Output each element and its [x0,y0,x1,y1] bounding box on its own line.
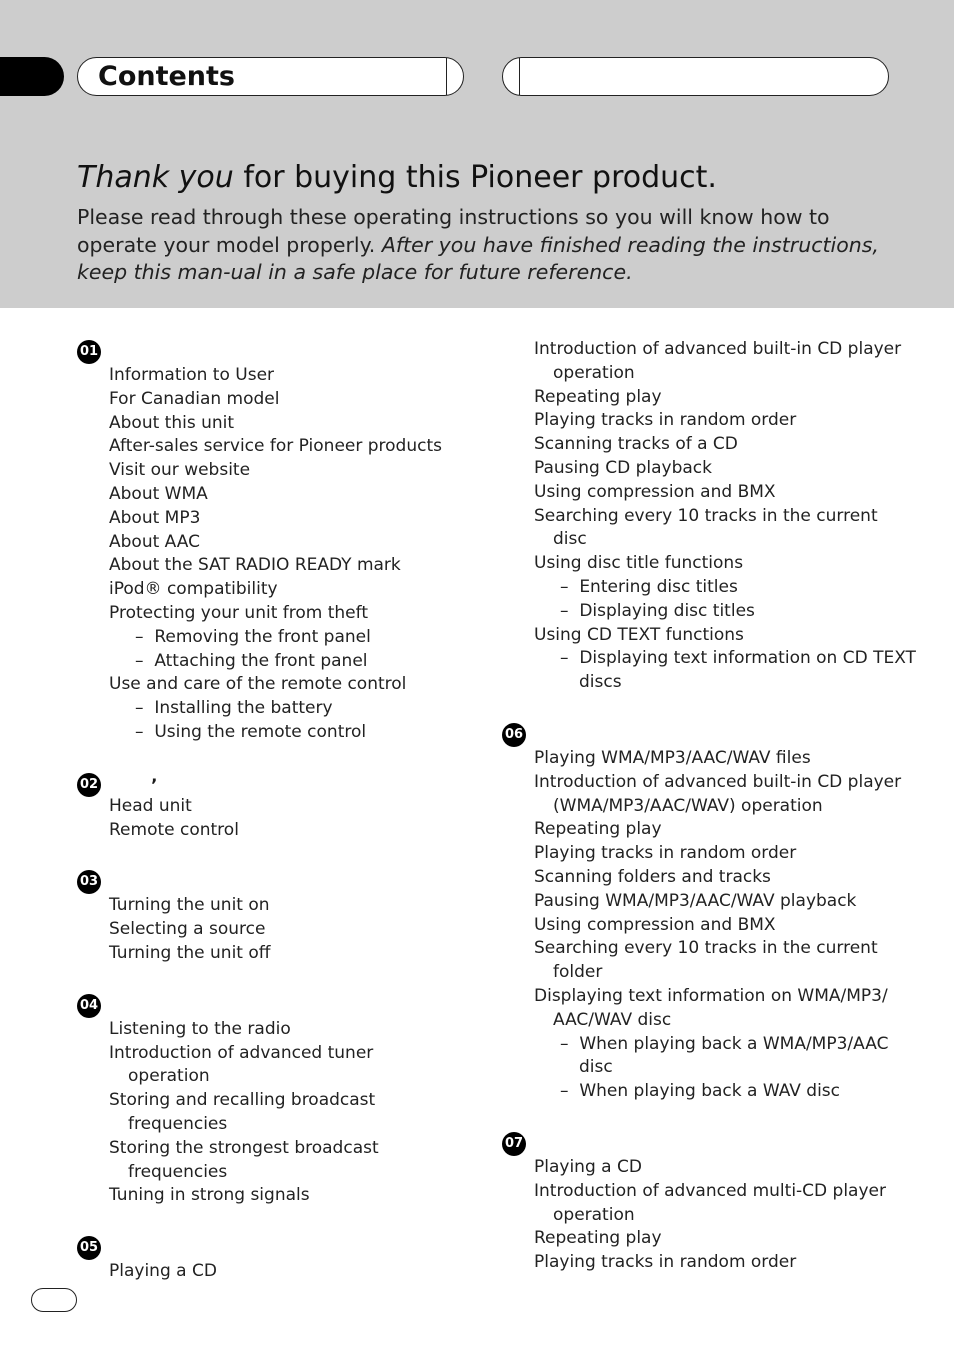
toc-section-04 [77,994,477,1208]
toc-entry[interactable]: About MP3 [109,507,201,528]
toc-subentry-label: Using the remote control [154,721,367,742]
toc-section-07 [502,1132,902,1275]
toc-entry[interactable]: About WMA [109,483,208,504]
toc-entry[interactable]: Tuning in strong signals [109,1185,310,1206]
section-gap [77,745,477,771]
heading-fragment: ’ [151,775,158,796]
toc-subentry-label: Entering disc titles [579,576,738,597]
toc-entry[interactable]: Pausing CD playback [534,457,712,478]
toc-entry[interactable]: After-sales service for Pioneer products [109,436,442,457]
intro-paragraph [77,204,897,287]
toc-entry[interactable]: Visit our website [109,460,251,481]
toc-subentry-label: When playing back a WAV disc [579,1081,841,1102]
intro-italic: After you have finished reading the instructions, keep this man-ual in a safe place for future reference. [77,232,879,284]
thanks-italic: Thank you [77,160,234,195]
toc-subentry[interactable]: – Displaying disc titles [560,600,755,621]
section-tab [0,57,64,96]
toc-subentry-label: Displaying text information on CD TEXT [579,648,916,669]
toc-entry[interactable]: iPod® compatibility [109,579,278,600]
toc-entry-continuation[interactable]: frequencies [128,1113,228,1134]
toc-entry-continuation[interactable]: operation [553,1204,635,1225]
toc-entry[interactable]: Introduction of advanced multi-CD player [534,1180,886,1201]
toc-entry[interactable]: Searching every 10 tracks in the current [534,938,878,959]
toc-entry[interactable]: Turning the unit on [109,895,270,916]
toc-subentry[interactable]: – Installing the battery [135,698,333,719]
toc-section-02 [77,773,477,843]
toc-subentry[interactable]: – Attaching the front panel [135,650,368,671]
toc-subentry[interactable]: – Using the remote control [135,721,367,742]
section-gap [77,966,477,992]
toc-subentry-label: Removing the front panel [154,626,371,647]
section-number-badge: 05 [77,1236,101,1260]
toc-entry[interactable]: Introduction of advanced built-in CD player [534,771,902,792]
toc-subentry-continuation[interactable]: discs [579,672,622,693]
section-number-badge: 04 [77,994,101,1018]
page-number-pill [31,1288,77,1312]
toc-subentry[interactable]: – When playing back a WMA/MP3/AAC [560,1033,889,1054]
pill-notch [519,58,520,95]
toc-entry[interactable]: Head unit [109,795,192,816]
toc-entry[interactable]: Scanning folders and tracks [534,866,771,887]
toc-entry-continuation[interactable]: frequencies [128,1161,228,1182]
toc-entry-continuation[interactable]: (WMA/MP3/AAC/WAV) operation [553,795,823,816]
toc-entry[interactable]: Use and care of the remote control [109,674,407,695]
toc-entry-continuation[interactable]: operation [553,362,635,383]
toc-entry[interactable]: Introduction of advanced tuner [109,1042,374,1063]
right-header-pill [502,57,889,96]
toc-entry[interactable]: Listening to the radio [109,1018,291,1039]
toc-entry[interactable]: Using disc title functions [534,553,744,574]
toc-section-05 [77,1236,477,1284]
toc-entry[interactable]: Information to User [109,365,275,385]
toc-entry-continuation[interactable]: operation [128,1066,210,1087]
toc-subentry[interactable]: – Entering disc titles [560,576,738,597]
toc-entry[interactable]: Scanning tracks of a CD [534,434,738,455]
pill-notch [446,58,447,95]
toc-subentry-label: Attaching the front panel [154,650,368,671]
intro-normal: Please read through these operating instructions so you will know how to operate your model properly. [77,205,830,257]
toc-entry[interactable]: Searching every 10 tracks in the current [534,505,878,526]
toc-entry[interactable]: Repeating play [534,386,662,407]
toc-section-06 [502,723,902,1104]
toc-entry[interactable]: Introduction of advanced built-in CD player [534,339,902,359]
toc-entry[interactable]: About AAC [109,531,200,552]
toc-entry[interactable]: Playing tracks in random order [534,843,797,864]
toc-entry[interactable]: Playing tracks in random order [534,1252,797,1273]
toc-subentry[interactable]: – Removing the front panel [135,626,371,647]
toc-section-05-continued [502,338,916,695]
toc-entry[interactable]: Playing WMA/MP3/AAC/WAV files [534,747,811,768]
toc-subentry-continuation[interactable]: disc [579,1057,613,1078]
section-gap [502,695,902,721]
section-number-badge: 06 [502,723,526,747]
toc-subentry-label: Displaying disc titles [579,600,755,621]
toc-entry[interactable]: About the SAT RADIO READY mark [109,555,401,576]
toc-entry[interactable]: Playing a CD [109,1261,217,1282]
toc-entry[interactable]: Storing the strongest broadcast [109,1137,379,1158]
toc-entry-continuation[interactable]: disc [553,529,587,550]
section-number-badge: 01 [77,340,101,364]
toc-entry[interactable]: For Canadian model [109,388,280,409]
toc-entry[interactable]: Selecting a source [109,919,266,940]
toc-entry[interactable]: Using CD TEXT functions [534,624,744,645]
toc-entry[interactable]: Protecting your unit from theft [109,602,368,623]
toc-entry[interactable]: Remote control [109,819,239,840]
toc-subentry-label: When playing back a WMA/MP3/AAC [579,1033,889,1054]
thanks-heading [77,158,717,198]
section-number-badge: 03 [77,870,101,894]
toc-column-left [77,338,477,1284]
section-gap [502,1104,902,1130]
toc-entry[interactable]: Pausing WMA/MP3/AAC/WAV playback [534,890,857,911]
toc-section-01 [77,340,477,745]
toc-entry[interactable]: Repeating play [534,819,662,840]
thanks-rest: for buying this Pioneer product. [233,160,717,195]
toc-entry[interactable]: Storing and recalling broadcast [109,1090,376,1111]
section-number-badge: 07 [502,1132,526,1156]
contents-header-pill [77,57,464,96]
toc-entry[interactable]: Using compression and BMX [534,914,776,935]
toc-entry[interactable]: Playing a CD [534,1156,642,1177]
toc-subentry-label: Installing the battery [154,698,333,719]
toc-entry[interactable]: Turning the unit off [109,942,271,963]
toc-entry-continuation[interactable]: AAC/WAV disc [553,1009,672,1030]
toc-entry-continuation[interactable]: folder [553,962,603,983]
section-gap [77,842,477,868]
toc-subentry[interactable]: – When playing back a WAV disc [560,1081,841,1102]
toc-entry[interactable]: Repeating play [534,1228,662,1249]
toc-entry[interactable]: About this unit [109,412,235,433]
toc-subentry[interactable]: – Displaying text information on CD TEXT [560,648,916,669]
toc-column-right [502,338,916,1275]
section-number-badge: 02 [77,773,101,797]
section-gap [77,1208,477,1234]
toc-entry[interactable]: Displaying text information on WMA/MP3/ [534,985,888,1006]
toc-section-03 [77,870,477,965]
page-title: Contents [98,61,236,92]
toc-entry[interactable]: Playing tracks in random order [534,410,797,431]
toc-entry[interactable]: Using compression and BMX [534,481,776,502]
